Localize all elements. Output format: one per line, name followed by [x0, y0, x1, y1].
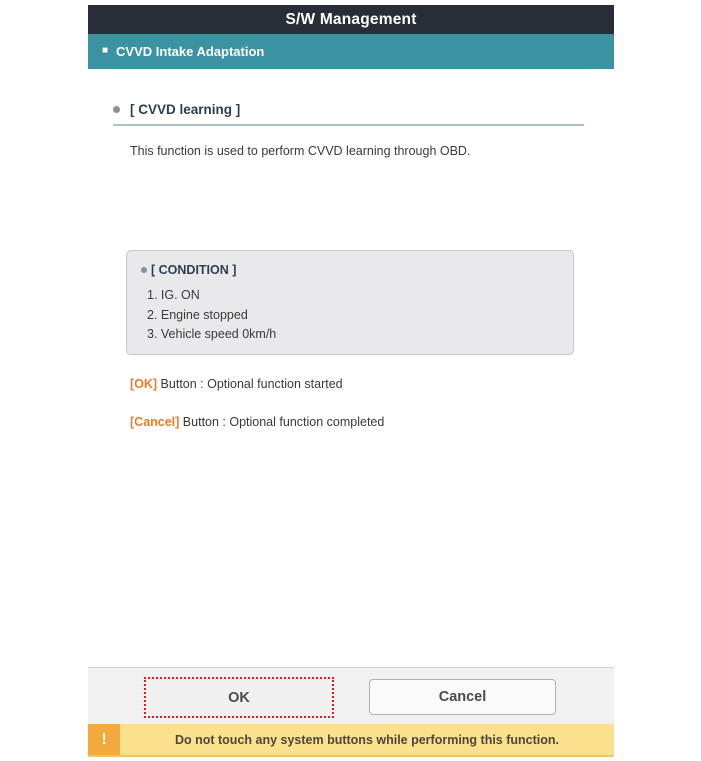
- bullet-icon: [113, 106, 120, 113]
- window-title-bar: [88, 5, 614, 34]
- condition-heading-label: [ CONDITION ]: [151, 263, 237, 277]
- section-heading: [113, 102, 584, 126]
- footer-bar: [88, 667, 614, 724]
- cancel-note-text: Button : Optional function completed: [179, 415, 385, 429]
- function-title: CVVD Intake Adaptation: [116, 44, 265, 59]
- condition-item: 2. Engine stopped: [147, 307, 248, 322]
- warning-text: Do not touch any system buttons while performing this function.: [174, 732, 560, 747]
- description-text: This function is used to perform CVVD learning through OBD.: [130, 144, 471, 158]
- section-heading-label: [ CVVD learning ]: [130, 102, 241, 117]
- cancel-button-note: [130, 415, 384, 429]
- function-header-bar: [88, 34, 614, 69]
- warning-bar: [88, 724, 614, 757]
- condition-box: [126, 250, 574, 355]
- ok-button-note: [130, 377, 343, 391]
- window-title: S/W Management: [285, 10, 417, 28]
- exclamation-icon: !: [88, 724, 120, 755]
- cancel-button[interactable]: Cancel: [369, 679, 556, 715]
- bullet-icon: [141, 267, 147, 273]
- ok-note-text: Button : Optional function started: [157, 377, 343, 391]
- cancel-key-label: [Cancel]: [130, 415, 180, 429]
- condition-item: 3. Vehicle speed 0km/h: [147, 327, 277, 341]
- condition-heading-row: [141, 263, 573, 277]
- square-bullet-icon: ■: [102, 45, 109, 56]
- condition-item: 1. IG. ON: [147, 288, 200, 302]
- ok-button[interactable]: OK: [144, 677, 334, 718]
- ok-key-label: [OK]: [130, 377, 158, 391]
